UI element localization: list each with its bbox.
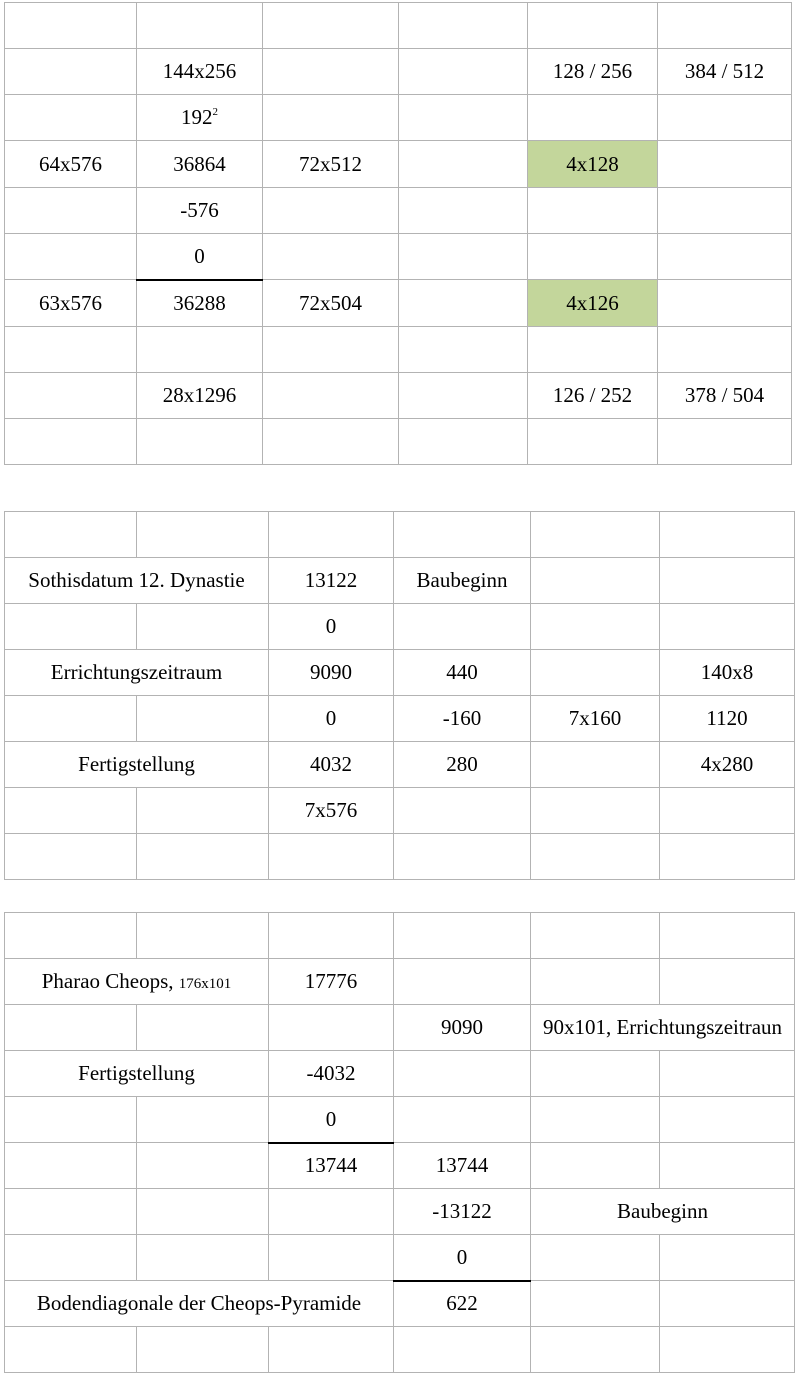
calculation-table-1 [4,2,792,465]
cell [263,419,399,465]
highlight-cell-4x126: 4x126 [528,280,658,327]
base-value: 192 [181,105,213,129]
cell [137,1143,269,1189]
cell [658,188,792,234]
cell-440: 440 [394,650,531,696]
note-baubeginn: Baubeginn [531,1189,795,1235]
cell [399,327,528,373]
cell [531,1327,660,1373]
cell [399,141,528,188]
cell-minus-4032: -4032 [269,1051,394,1097]
cell [137,1097,269,1143]
cell-36288: 36288 [137,280,263,327]
cell [394,788,531,834]
cell-72x512: 72x512 [263,141,399,188]
cell [528,234,658,280]
cell [394,512,531,558]
cell [660,1143,795,1189]
note-errichtungszeitraum: 90x101, Errichtungszeitraun [531,1005,795,1051]
cell [137,1005,269,1051]
cell-28x1296: 28x1296 [137,373,263,419]
cell-126-252: 126 / 252 [528,373,658,419]
cell [531,1143,660,1189]
cell-7x576: 7x576 [269,788,394,834]
cell [5,419,137,465]
cell [5,1327,137,1373]
cell [531,788,660,834]
cell [394,1327,531,1373]
cell [531,1051,660,1097]
cell-72x504: 72x504 [263,280,399,327]
cell [528,188,658,234]
cell [263,234,399,280]
cell [137,788,269,834]
cell-minus-576: -576 [137,188,263,234]
cell [263,188,399,234]
cell-minus-13122: -13122 [394,1189,531,1235]
cell-1120: 1120 [660,696,795,742]
calculation-table-2 [4,511,795,880]
cell-9090: 9090 [269,650,394,696]
cell [531,558,660,604]
cell [394,834,531,880]
cell [137,1235,269,1281]
cell [394,959,531,1005]
cell [399,188,528,234]
cell [531,1281,660,1327]
cell [394,1097,531,1143]
cell [660,1327,795,1373]
cell-36864: 36864 [137,141,263,188]
label-bodendiagonale: Bodendiagonale der Cheops-Pyramide [5,1281,394,1327]
cell [269,1005,394,1051]
calculation-table-3 [4,912,795,1373]
cell [5,788,137,834]
label-sothisdatum: Sothisdatum 12. Dynastie [5,558,269,604]
cell [269,834,394,880]
cell-128-256: 128 / 256 [528,49,658,95]
cell [5,1189,137,1235]
cell [531,1235,660,1281]
label-errichtungszeitraum: Errichtungszeitraum [5,650,269,696]
cell [137,696,269,742]
cell [5,1097,137,1143]
cell [263,327,399,373]
cell [263,49,399,95]
cell-zero: 0 [269,696,394,742]
cell-4x280: 4x280 [660,742,795,788]
cell [5,512,137,558]
cell [5,188,137,234]
cell [137,834,269,880]
cell-192-squared [137,95,263,141]
cell [660,1281,795,1327]
cell-13122: 13122 [269,558,394,604]
cell [660,834,795,880]
cell [137,913,269,959]
cell [660,913,795,959]
cell [5,327,137,373]
cell [531,512,660,558]
cell [5,373,137,419]
cell [5,1005,137,1051]
cell-13744: 13744 [394,1143,531,1189]
cell-144x256: 144x256 [137,49,263,95]
cell-minus-160: -160 [394,696,531,742]
cell [660,959,795,1005]
cell [660,1051,795,1097]
cell [531,604,660,650]
cell [269,1235,394,1281]
cell [5,3,137,49]
cell [531,834,660,880]
cell-baubeginn: Baubeginn [394,558,531,604]
cell-4032: 4032 [269,742,394,788]
cell [660,558,795,604]
highlight-cell-4x128: 4x128 [528,141,658,188]
cell [658,234,792,280]
cell-7x160: 7x160 [531,696,660,742]
cell [399,419,528,465]
cell [269,913,394,959]
cell-13744: 13744 [269,1143,394,1189]
cell [531,742,660,788]
cell [658,280,792,327]
label-pharao-cheops [5,959,269,1005]
cell [528,95,658,141]
cell [137,604,269,650]
cell [137,419,263,465]
cell-378-504: 378 / 504 [658,373,792,419]
cell-63x576: 63x576 [5,280,137,327]
cell [658,95,792,141]
label-fertigstellung: Fertigstellung [5,1051,269,1097]
cell [399,95,528,141]
cell [5,95,137,141]
cell [660,512,795,558]
cell [5,834,137,880]
cell [137,3,263,49]
cell [263,95,399,141]
cell [137,512,269,558]
cell-64x576: 64x576 [5,141,137,188]
cell [528,3,658,49]
cell-622: 622 [394,1281,531,1327]
cell [660,1097,795,1143]
cell [531,650,660,696]
cell [5,604,137,650]
cell [399,3,528,49]
cell-280: 280 [394,742,531,788]
cell-zero: 0 [269,1097,394,1143]
cell-17776: 17776 [269,959,394,1005]
cell-zero: 0 [137,234,263,280]
cell [263,373,399,419]
label-fertigstellung: Fertigstellung [5,742,269,788]
cell [660,604,795,650]
exponent: 2 [212,106,218,118]
cell [269,512,394,558]
cell [5,1143,137,1189]
cell [399,49,528,95]
cell-9090: 9090 [394,1005,531,1051]
cell [5,49,137,95]
cell [658,3,792,49]
cell [269,1327,394,1373]
cell [137,327,263,373]
cell-140x8: 140x8 [660,650,795,696]
cell [531,959,660,1005]
cell-zero: 0 [269,604,394,650]
label-text: Pharao Cheops, [41,969,179,993]
cell [399,280,528,327]
cell [531,913,660,959]
cell [394,604,531,650]
cell [399,234,528,280]
cell [394,1051,531,1097]
cell [5,234,137,280]
cell-zero: 0 [394,1235,531,1281]
cell [263,3,399,49]
cell [269,1189,394,1235]
cell [5,1235,137,1281]
cell [399,373,528,419]
cell [658,419,792,465]
cell [394,913,531,959]
label-factor: 176x101 [178,976,232,992]
cell [5,696,137,742]
cell [528,419,658,465]
cell [137,1327,269,1373]
cell [137,1189,269,1235]
cell-384-512: 384 / 512 [658,49,792,95]
cell [531,1097,660,1143]
cell [660,1235,795,1281]
cell [658,327,792,373]
cell [660,788,795,834]
cell [658,141,792,188]
cell [5,913,137,959]
cell [528,327,658,373]
